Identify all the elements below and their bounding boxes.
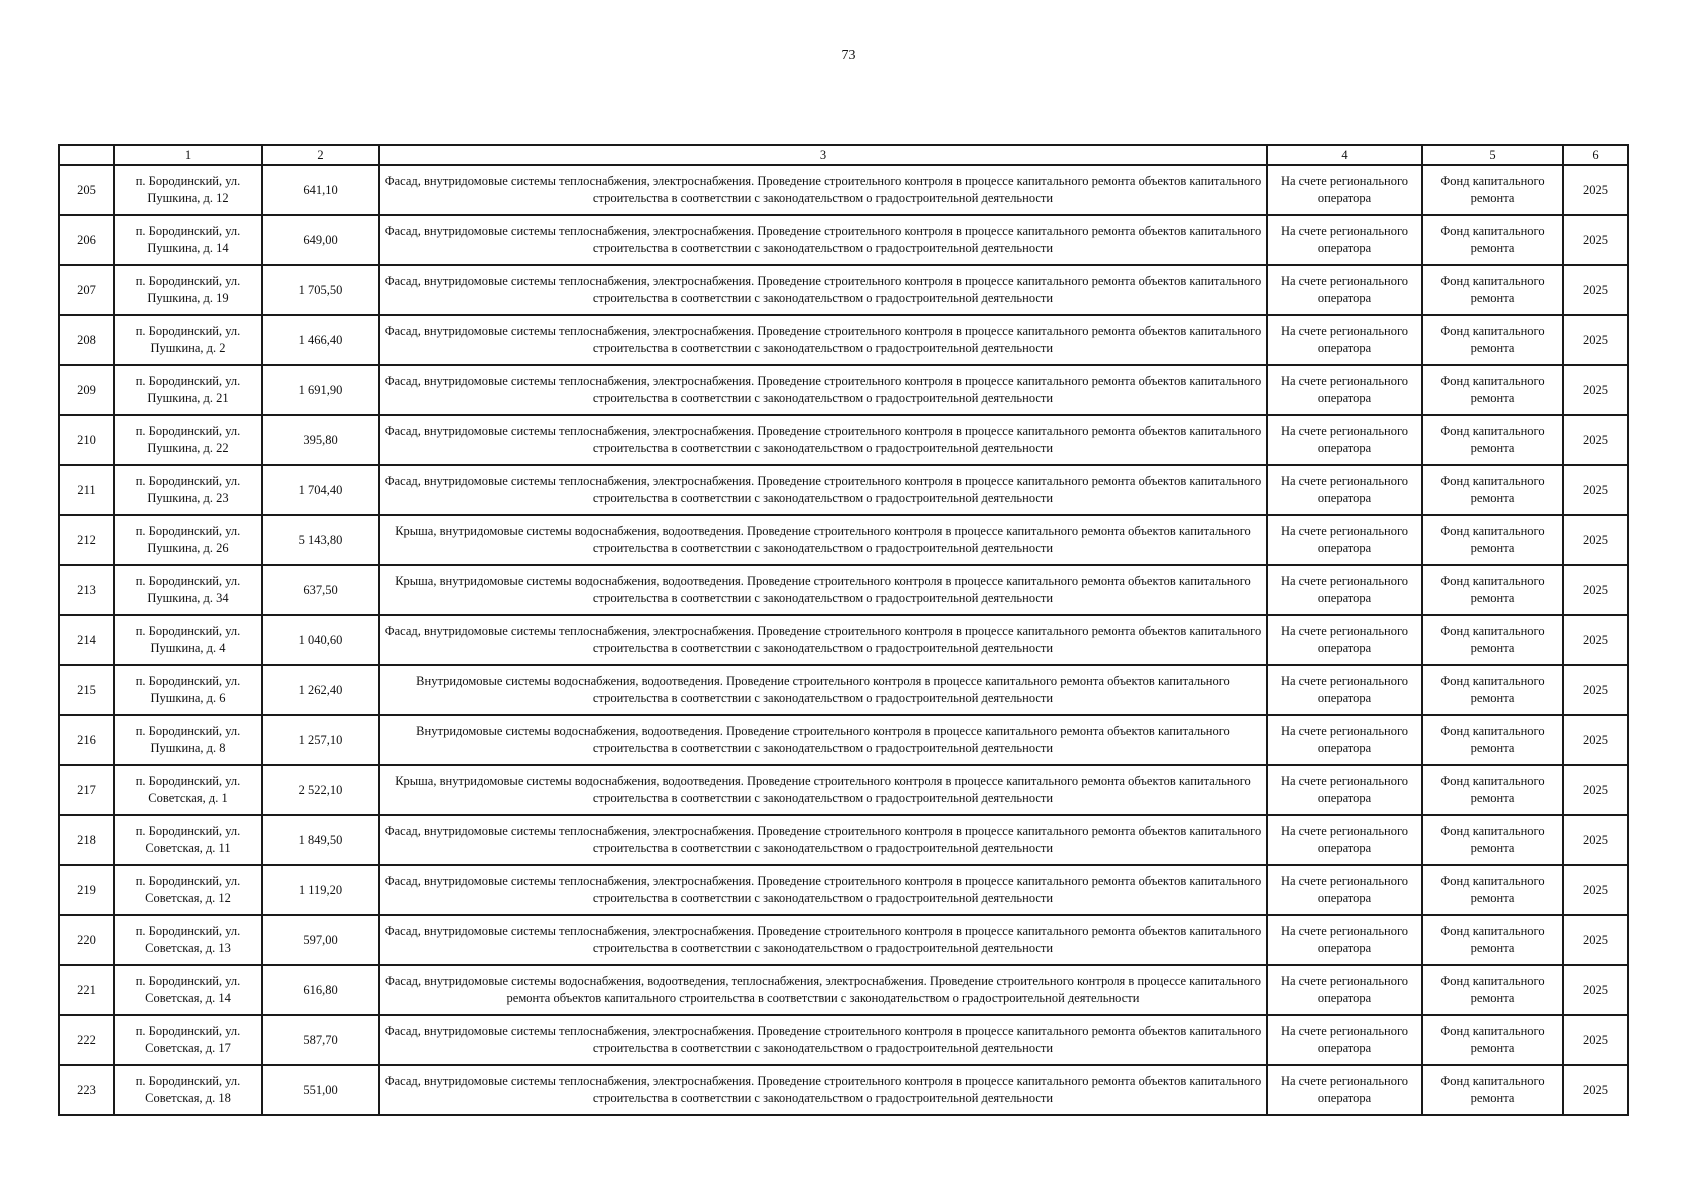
row-number-cell: 217 bbox=[59, 765, 114, 815]
table-row bbox=[59, 565, 1628, 615]
works-description-cell: Крыша, внутридомовые системы водоснабжения, водоотведения. Проведение строительного контроля в процессе капитального ремонта объектов капитального строительства в соответствии с законодательством о градостроительной деятельности bbox=[379, 765, 1267, 815]
account-type-cell: На счете регионального оператора bbox=[1267, 915, 1422, 965]
area-cell: 395,80 bbox=[262, 415, 379, 465]
area-cell: 1 466,40 bbox=[262, 315, 379, 365]
row-number-cell: 223 bbox=[59, 1065, 114, 1115]
table-row bbox=[59, 415, 1628, 465]
table-row bbox=[59, 465, 1628, 515]
area-cell: 2 522,10 bbox=[262, 765, 379, 815]
column-header: 3 bbox=[379, 145, 1267, 165]
account-type-cell: На счете регионального оператора bbox=[1267, 665, 1422, 715]
works-description-cell: Крыша, внутридомовые системы водоснабжения, водоотведения. Проведение строительного контроля в процессе капитального ремонта объектов капитального строительства в соответствии с законодательством о градостроительной деятельности bbox=[379, 565, 1267, 615]
year-cell: 2025 bbox=[1563, 815, 1628, 865]
address-cell: п. Бородинский, ул. Советская, д. 11 bbox=[114, 815, 262, 865]
table-row bbox=[59, 715, 1628, 765]
works-description-cell: Фасад, внутридомовые системы теплоснабжения, электроснабжения. Проведение строительного контроля в процессе капитального ремонта объектов капитального строительства в соответствии с законодательством о градостроительной деятельности bbox=[379, 215, 1267, 265]
column-header: 5 bbox=[1422, 145, 1563, 165]
row-number-cell: 210 bbox=[59, 415, 114, 465]
address-cell: п. Бородинский, ул. Пушкина, д. 2 bbox=[114, 315, 262, 365]
address-cell: п. Бородинский, ул. Пушкина, д. 23 bbox=[114, 465, 262, 515]
funding-source-cell: Фонд капитального ремонта bbox=[1422, 465, 1563, 515]
table-row bbox=[59, 215, 1628, 265]
table-body bbox=[59, 165, 1628, 1115]
funding-source-cell: Фонд капитального ремонта bbox=[1422, 265, 1563, 315]
address-cell: п. Бородинский, ул. Пушкина, д. 4 bbox=[114, 615, 262, 665]
area-cell: 1 705,50 bbox=[262, 265, 379, 315]
area-cell: 1 262,40 bbox=[262, 665, 379, 715]
row-number-cell: 212 bbox=[59, 515, 114, 565]
row-number-cell: 222 bbox=[59, 1015, 114, 1065]
row-number-cell: 218 bbox=[59, 815, 114, 865]
year-cell: 2025 bbox=[1563, 265, 1628, 315]
works-description-cell: Фасад, внутридомовые системы теплоснабжения, электроснабжения. Проведение строительного контроля в процессе капитального ремонта объектов капитального строительства в соответствии с законодательством о градостроительной деятельности bbox=[379, 315, 1267, 365]
works-description-cell: Крыша, внутридомовые системы водоснабжения, водоотведения. Проведение строительного контроля в процессе капитального ремонта объектов капитального строительства в соответствии с законодательством о градостроительной деятельности bbox=[379, 515, 1267, 565]
year-cell: 2025 bbox=[1563, 315, 1628, 365]
account-type-cell: На счете регионального оператора bbox=[1267, 715, 1422, 765]
funding-source-cell: Фонд капитального ремонта bbox=[1422, 315, 1563, 365]
area-cell: 1 849,50 bbox=[262, 815, 379, 865]
account-type-cell: На счете регионального оператора bbox=[1267, 515, 1422, 565]
address-cell: п. Бородинский, ул. Пушкина, д. 6 bbox=[114, 665, 262, 715]
year-cell: 2025 bbox=[1563, 865, 1628, 915]
works-description-cell: Фасад, внутридомовые системы теплоснабжения, электроснабжения. Проведение строительного контроля в процессе капитального ремонта объектов капитального строительства в соответствии с законодательством о градостроительной деятельности bbox=[379, 865, 1267, 915]
address-cell: п. Бородинский, ул. Пушкина, д. 14 bbox=[114, 215, 262, 265]
table-row bbox=[59, 515, 1628, 565]
address-cell: п. Бородинский, ул. Пушкина, д. 19 bbox=[114, 265, 262, 315]
account-type-cell: На счете регионального оператора bbox=[1267, 1065, 1422, 1115]
year-cell: 2025 bbox=[1563, 1015, 1628, 1065]
funding-source-cell: Фонд капитального ремонта bbox=[1422, 415, 1563, 465]
year-cell: 2025 bbox=[1563, 965, 1628, 1015]
area-cell: 5 143,80 bbox=[262, 515, 379, 565]
works-description-cell: Фасад, внутридомовые системы теплоснабжения, электроснабжения. Проведение строительного контроля в процессе капитального ремонта объектов капитального строительства в соответствии с законодательством о градостроительной деятельности bbox=[379, 815, 1267, 865]
table-row bbox=[59, 365, 1628, 415]
address-cell: п. Бородинский, ул. Пушкина, д. 22 bbox=[114, 415, 262, 465]
year-cell: 2025 bbox=[1563, 465, 1628, 515]
funding-source-cell: Фонд капитального ремонта bbox=[1422, 1065, 1563, 1115]
row-number-cell: 221 bbox=[59, 965, 114, 1015]
area-cell: 1 119,20 bbox=[262, 865, 379, 915]
address-cell: п. Бородинский, ул. Пушкина, д. 34 bbox=[114, 565, 262, 615]
row-number-cell: 206 bbox=[59, 215, 114, 265]
capital-repair-table bbox=[58, 144, 1629, 1116]
table-row bbox=[59, 1065, 1628, 1115]
table-row bbox=[59, 865, 1628, 915]
row-number-cell: 209 bbox=[59, 365, 114, 415]
account-type-cell: На счете регионального оператора bbox=[1267, 365, 1422, 415]
account-type-cell: На счете регионального оператора bbox=[1267, 165, 1422, 215]
address-cell: п. Бородинский, ул. Советская, д. 12 bbox=[114, 865, 262, 915]
funding-source-cell: Фонд капитального ремонта bbox=[1422, 215, 1563, 265]
year-cell: 2025 bbox=[1563, 565, 1628, 615]
area-cell: 597,00 bbox=[262, 915, 379, 965]
table-row bbox=[59, 315, 1628, 365]
area-cell: 637,50 bbox=[262, 565, 379, 615]
area-cell: 641,10 bbox=[262, 165, 379, 215]
year-cell: 2025 bbox=[1563, 615, 1628, 665]
works-description-cell: Внутридомовые системы водоснабжения, водоотведения. Проведение строительного контроля в процессе капитального ремонта объектов капитального строительства в соответствии с законодательством о градостроительной деятельности bbox=[379, 665, 1267, 715]
works-description-cell: Фасад, внутридомовые системы водоснабжения, водоотведения, теплоснабжения, электроснабжения. Проведение строительного контроля в процессе капитального ремонта объектов капитального строительства в соответствии с законодательством о градостроительной деятельности bbox=[379, 965, 1267, 1015]
row-number-cell: 213 bbox=[59, 565, 114, 615]
account-type-cell: На счете регионального оператора bbox=[1267, 615, 1422, 665]
funding-source-cell: Фонд капитального ремонта bbox=[1422, 1015, 1563, 1065]
funding-source-cell: Фонд капитального ремонта bbox=[1422, 565, 1563, 615]
column-header: 2 bbox=[262, 145, 379, 165]
works-description-cell: Фасад, внутридомовые системы теплоснабжения, электроснабжения. Проведение строительного контроля в процессе капитального ремонта объектов капитального строительства в соответствии с законодательством о градостроительной деятельности bbox=[379, 615, 1267, 665]
address-cell: п. Бородинский, ул. Советская, д. 17 bbox=[114, 1015, 262, 1065]
year-cell: 2025 bbox=[1563, 515, 1628, 565]
area-cell: 616,80 bbox=[262, 965, 379, 1015]
funding-source-cell: Фонд капитального ремонта bbox=[1422, 765, 1563, 815]
address-cell: п. Бородинский, ул. Советская, д. 14 bbox=[114, 965, 262, 1015]
address-cell: п. Бородинский, ул. Пушкина, д. 26 bbox=[114, 515, 262, 565]
row-number-cell: 216 bbox=[59, 715, 114, 765]
year-cell: 2025 bbox=[1563, 415, 1628, 465]
row-number-cell: 215 bbox=[59, 665, 114, 715]
area-cell: 1 691,90 bbox=[262, 365, 379, 415]
funding-source-cell: Фонд капитального ремонта bbox=[1422, 865, 1563, 915]
column-header: 4 bbox=[1267, 145, 1422, 165]
row-number-cell: 208 bbox=[59, 315, 114, 365]
table-row bbox=[59, 915, 1628, 965]
funding-source-cell: Фонд капитального ремонта bbox=[1422, 165, 1563, 215]
works-description-cell: Фасад, внутридомовые системы теплоснабжения, электроснабжения. Проведение строительного контроля в процессе капитального ремонта объектов капитального строительства в соответствии с законодательством о градостроительной деятельности bbox=[379, 465, 1267, 515]
funding-source-cell: Фонд капитального ремонта bbox=[1422, 715, 1563, 765]
funding-source-cell: Фонд капитального ремонта bbox=[1422, 665, 1563, 715]
page-number: 73 bbox=[841, 48, 856, 63]
row-number-cell: 220 bbox=[59, 915, 114, 965]
address-cell: п. Бородинский, ул. Пушкина, д. 21 bbox=[114, 365, 262, 415]
table-row bbox=[59, 165, 1628, 215]
column-header: 1 bbox=[114, 145, 262, 165]
account-type-cell: На счете регионального оператора bbox=[1267, 215, 1422, 265]
column-number-row bbox=[59, 145, 1628, 165]
works-description-cell: Фасад, внутридомовые системы теплоснабжения, электроснабжения. Проведение строительного контроля в процессе капитального ремонта объектов капитального строительства в соответствии с законодательством о градостроительной деятельности bbox=[379, 915, 1267, 965]
address-cell: п. Бородинский, ул. Советская, д. 18 bbox=[114, 1065, 262, 1115]
funding-source-cell: Фонд капитального ремонта bbox=[1422, 365, 1563, 415]
account-type-cell: На счете регионального оператора bbox=[1267, 265, 1422, 315]
row-number-cell: 211 bbox=[59, 465, 114, 515]
year-cell: 2025 bbox=[1563, 915, 1628, 965]
account-type-cell: На счете регионального оператора bbox=[1267, 815, 1422, 865]
area-cell: 1 704,40 bbox=[262, 465, 379, 515]
row-number-cell: 207 bbox=[59, 265, 114, 315]
year-cell: 2025 bbox=[1563, 665, 1628, 715]
address-cell: п. Бородинский, ул. Советская, д. 13 bbox=[114, 915, 262, 965]
column-header bbox=[59, 145, 114, 165]
area-cell: 649,00 bbox=[262, 215, 379, 265]
works-description-cell: Фасад, внутридомовые системы теплоснабжения, электроснабжения. Проведение строительного контроля в процессе капитального ремонта объектов капитального строительства в соответствии с законодательством о градостроительной деятельности bbox=[379, 265, 1267, 315]
area-cell: 1 040,60 bbox=[262, 615, 379, 665]
table-row bbox=[59, 615, 1628, 665]
table-row bbox=[59, 965, 1628, 1015]
works-description-cell: Фасад, внутридомовые системы теплоснабжения, электроснабжения. Проведение строительного контроля в процессе капитального ремонта объектов капитального строительства в соответствии с законодательством о градостроительной деятельности bbox=[379, 165, 1267, 215]
year-cell: 2025 bbox=[1563, 365, 1628, 415]
row-number-cell: 219 bbox=[59, 865, 114, 915]
year-cell: 2025 bbox=[1563, 165, 1628, 215]
year-cell: 2025 bbox=[1563, 765, 1628, 815]
funding-source-cell: Фонд капитального ремонта bbox=[1422, 815, 1563, 865]
table-row bbox=[59, 665, 1628, 715]
account-type-cell: На счете регионального оператора bbox=[1267, 765, 1422, 815]
works-description-cell: Фасад, внутридомовые системы теплоснабжения, электроснабжения. Проведение строительного контроля в процессе капитального ремонта объектов капитального строительства в соответствии с законодательством о градостроительной деятельности bbox=[379, 415, 1267, 465]
funding-source-cell: Фонд капитального ремонта bbox=[1422, 615, 1563, 665]
account-type-cell: На счете регионального оператора bbox=[1267, 965, 1422, 1015]
account-type-cell: На счете регионального оператора bbox=[1267, 1015, 1422, 1065]
row-number-cell: 205 bbox=[59, 165, 114, 215]
area-cell: 1 257,10 bbox=[262, 715, 379, 765]
year-cell: 2025 bbox=[1563, 215, 1628, 265]
account-type-cell: На счете регионального оператора bbox=[1267, 865, 1422, 915]
account-type-cell: На счете регионального оператора bbox=[1267, 415, 1422, 465]
address-cell: п. Бородинский, ул. Пушкина, д. 8 bbox=[114, 715, 262, 765]
works-description-cell: Фасад, внутридомовые системы теплоснабжения, электроснабжения. Проведение строительного контроля в процессе капитального ремонта объектов капитального строительства в соответствии с законодательством о градостроительной деятельности bbox=[379, 1065, 1267, 1115]
table-row bbox=[59, 765, 1628, 815]
year-cell: 2025 bbox=[1563, 1065, 1628, 1115]
works-description-cell: Фасад, внутридомовые системы теплоснабжения, электроснабжения. Проведение строительного контроля в процессе капитального ремонта объектов капитального строительства в соответствии с законодательством о градостроительной деятельности bbox=[379, 1015, 1267, 1065]
account-type-cell: На счете регионального оператора bbox=[1267, 465, 1422, 515]
address-cell: п. Бородинский, ул. Советская, д. 1 bbox=[114, 765, 262, 815]
area-cell: 587,70 bbox=[262, 1015, 379, 1065]
account-type-cell: На счете регионального оператора bbox=[1267, 315, 1422, 365]
funding-source-cell: Фонд капитального ремонта bbox=[1422, 965, 1563, 1015]
funding-source-cell: Фонд капитального ремонта bbox=[1422, 515, 1563, 565]
account-type-cell: На счете регионального оператора bbox=[1267, 565, 1422, 615]
area-cell: 551,00 bbox=[262, 1065, 379, 1115]
table-row bbox=[59, 815, 1628, 865]
works-description-cell: Внутридомовые системы водоснабжения, водоотведения. Проведение строительного контроля в процессе капитального ремонта объектов капитального строительства в соответствии с законодательством о градостроительной деятельности bbox=[379, 715, 1267, 765]
funding-source-cell: Фонд капитального ремонта bbox=[1422, 915, 1563, 965]
table-row bbox=[59, 265, 1628, 315]
works-description-cell: Фасад, внутридомовые системы теплоснабжения, электроснабжения. Проведение строительного контроля в процессе капитального ремонта объектов капитального строительства в соответствии с законодательством о градостроительной деятельности bbox=[379, 365, 1267, 415]
table-row bbox=[59, 1015, 1628, 1065]
address-cell: п. Бородинский, ул. Пушкина, д. 12 bbox=[114, 165, 262, 215]
year-cell: 2025 bbox=[1563, 715, 1628, 765]
column-header: 6 bbox=[1563, 145, 1628, 165]
row-number-cell: 214 bbox=[59, 615, 114, 665]
